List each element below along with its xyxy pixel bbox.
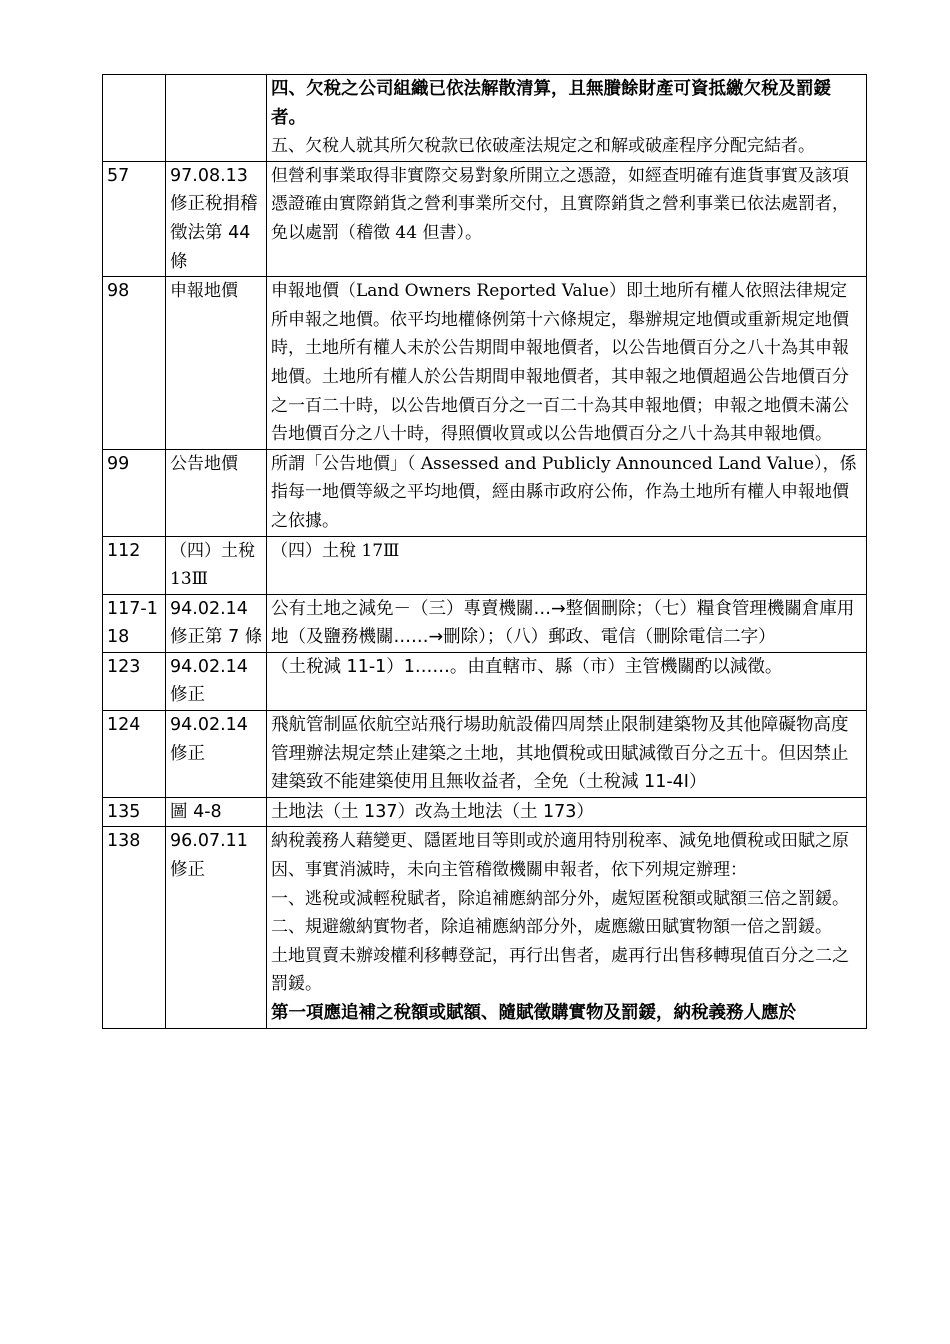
- content-cell: [267, 711, 867, 798]
- page-cell: 57: [103, 161, 166, 276]
- table-row: [103, 536, 867, 594]
- item-cell: 94.02.14 修正第 7 條: [166, 594, 267, 652]
- page-cell: 117-118: [103, 594, 166, 652]
- table-row: [103, 827, 867, 1028]
- content-paragraph: 四、欠稅之公司組織已依法解散清算，且無賸餘財產可資抵繳欠稅及罰鍰者。: [271, 79, 831, 128]
- content-cell: [267, 277, 867, 450]
- content-paragraph: 但營利事業取得非實際交易對象所開立之憑證，如經查明確有進貨事實及該項憑證確由實際銷貨之營利事業所交付，且實際銷貨之營利事業已依法處罰者，免以處罰（稽徵 44 但書）。: [271, 165, 849, 243]
- content-paragraph: 一、逃稅或減輕稅賦者，除追補應納部分外，處短匿稅額或賦額三倍之罰鍰。: [271, 888, 849, 909]
- table-row: [103, 449, 867, 536]
- content-paragraph: 飛航管制區依航空站飛行場助航設備四周禁止限制建築物及其他障礙物高度管理辦法規定禁止建築之土地，其地價稅或田賦減徵百分之五十。但因禁止建築致不能建築使用且無收益者，全免（土稅減 11-4Ⅰ）: [271, 715, 849, 793]
- content-cell: [267, 536, 867, 594]
- page-cell: 112: [103, 536, 166, 594]
- content-cell: [267, 827, 867, 1028]
- table-row: [103, 797, 867, 827]
- content-paragraph: 申報地價（Land Owners Reported Value）即土地所有權人依照法律規定所申報之地價。依平均地權條例第十六條規定，舉辦規定地價或重新規定地價時，土地所有權人未於公告期間申報地價者，以公告地價百分之八十為其申報地價。土地所有權人於公告期間申報地價者，其申報之地價超過公告地價百分之一百二十時，以公告地價百分之一百二十為其申報地價；申報之地價未滿公告地價百分之八十時，得照價收買或以公告地價百分之八十為其申報地價。: [271, 281, 849, 445]
- content-paragraph: 公有土地之減免－（三）專賣機關…→整個刪除；（七）糧食管理機關倉庫用地（及鹽務機關……→刪除）；（八）郵政、電信（刪除電信二字）: [271, 598, 855, 648]
- content-paragraph: 所謂「公告地價」（ Assessed and Publicly Announced Land Value），係指每一地價等級之平均地價，經由縣市政府公佈，作為土地所有權人申報地價之依據。: [271, 453, 857, 531]
- content-cell: [267, 75, 867, 162]
- page-cell: 124: [103, 711, 166, 798]
- content-paragraph: 第一項應追補之稅額或賦額、隨賦徵購實物及罰鍰，納稅義務人應於: [271, 1003, 796, 1023]
- item-cell: 96.07.11 修正: [166, 827, 267, 1028]
- content-paragraph: 土地法（土 137）改為土地法（土 173）: [271, 801, 594, 822]
- item-cell: 公告地價: [166, 449, 267, 536]
- content-cell: [267, 161, 867, 276]
- content-paragraph: 五、欠稅人就其所欠稅款已依破產法規定之和解或破產程序分配完結者。: [271, 136, 815, 157]
- page-cell: 138: [103, 827, 166, 1028]
- table-row: [103, 594, 867, 652]
- item-cell: 圖 4-8: [166, 797, 267, 827]
- errata-table: [102, 74, 867, 1029]
- table-row: [103, 652, 867, 710]
- item-cell: 94.02.14 修正: [166, 652, 267, 710]
- content-cell: [267, 449, 867, 536]
- content-paragraph: （四）土稅 17Ⅲ: [271, 540, 400, 561]
- content-cell: [267, 652, 867, 710]
- page-cell: 99: [103, 449, 166, 536]
- item-cell: 97.08.13 修正稅捐稽徵法第 44 條: [166, 161, 267, 276]
- page-cell: 123: [103, 652, 166, 710]
- content-paragraph: （土稅減 11-1）1……。由直轄市、縣（市）主管機關酌以減徵。: [271, 656, 783, 677]
- item-cell: 申報地價: [166, 277, 267, 450]
- table-row: [103, 711, 867, 798]
- content-cell: [267, 797, 867, 827]
- item-cell: （四）土稅 13Ⅲ: [166, 536, 267, 594]
- item-cell: [166, 75, 267, 162]
- page-cell: 135: [103, 797, 166, 827]
- content-paragraph: 納稅義務人藉變更、隱匿地目等則或於適用特別稅率、減免地價稅或田賦之原因、事實消滅時，未向主管稽徵機關申報者，依下列規定辦理：: [271, 831, 849, 881]
- table-row: [103, 277, 867, 450]
- item-cell: 94.02.14 修正: [166, 711, 267, 798]
- page-cell: [103, 75, 166, 162]
- content-paragraph: 土地買賣未辦竣權利移轉登記，再行出售者，處再行出售移轉現值百分之二之罰鍰。: [271, 945, 849, 995]
- page-cell: 98: [103, 277, 166, 450]
- content-cell: [267, 594, 867, 652]
- content-paragraph: 二、規避繳納實物者，除追補應納部分外，處應繳田賦實物額一倍之罰鍰。: [271, 917, 832, 938]
- table-row: [103, 161, 867, 276]
- table-row: [103, 75, 867, 162]
